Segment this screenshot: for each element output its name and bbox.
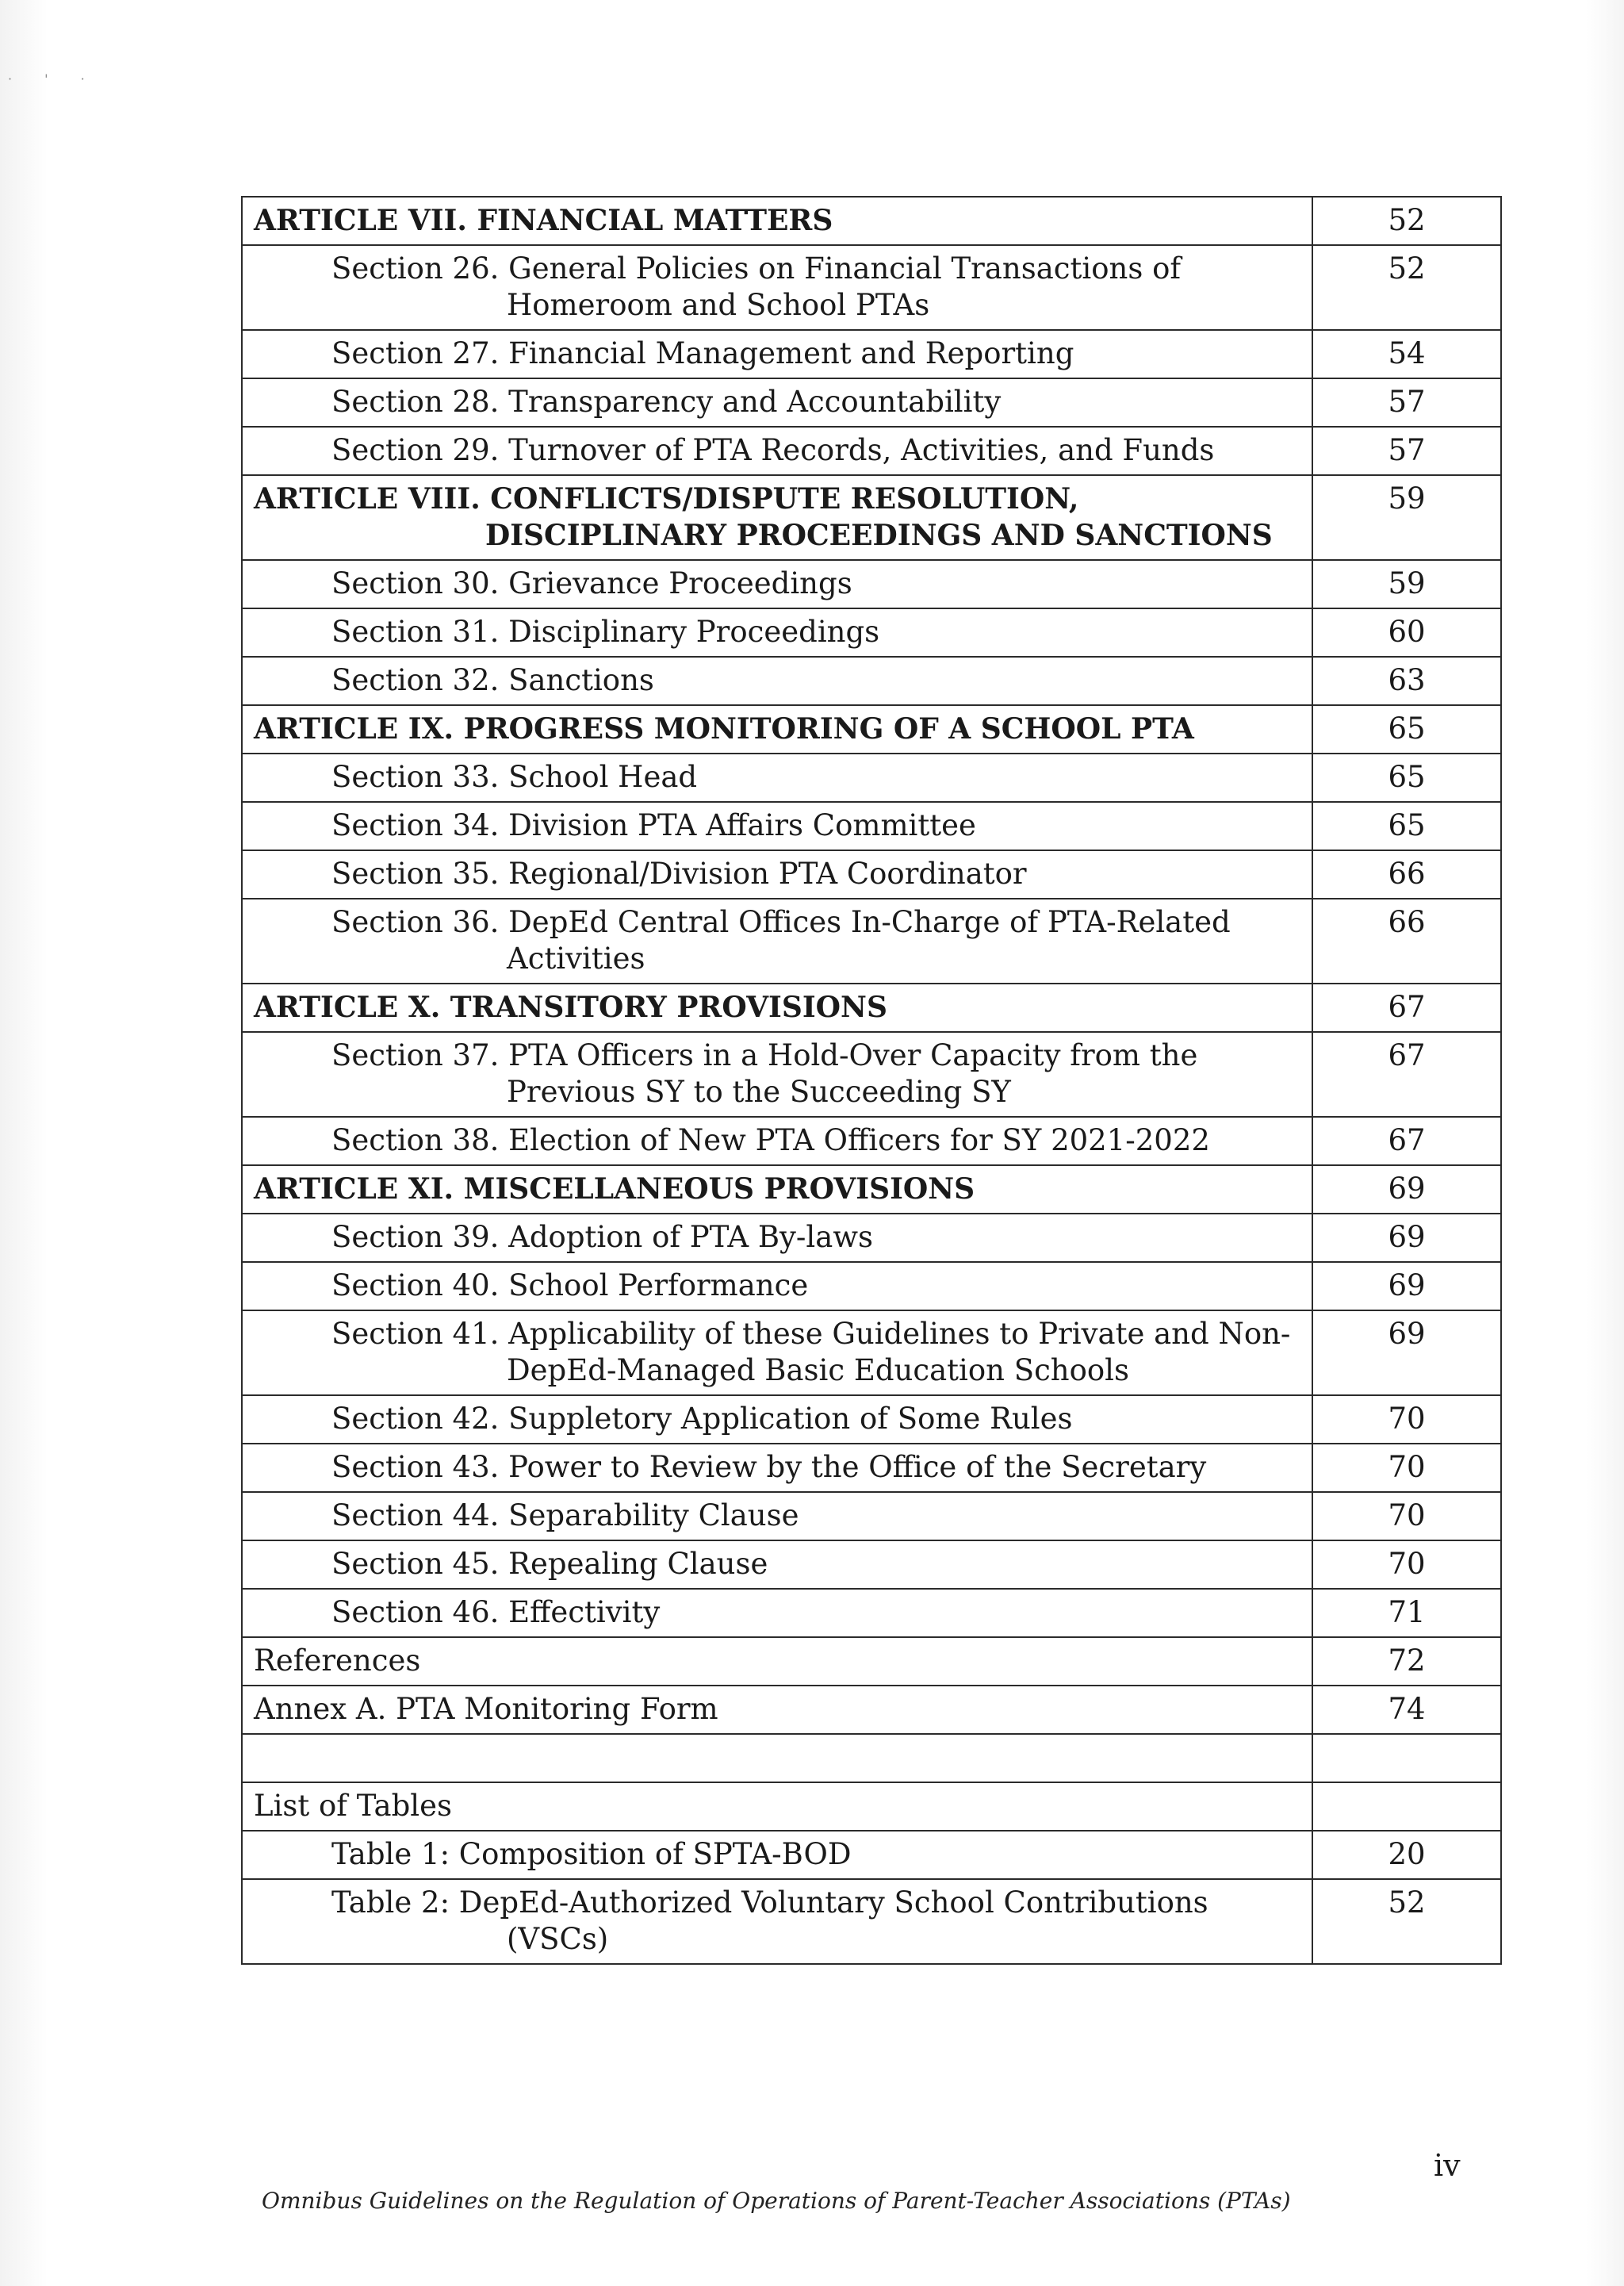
toc-row-article xyxy=(242,984,1501,1032)
toc-entry-title xyxy=(242,1262,1312,1310)
toc-entry-title xyxy=(242,378,1312,427)
toc-row-section xyxy=(242,245,1501,330)
toc-row-section xyxy=(242,850,1501,899)
toc-entry-text: Section 42. Suppletory Application of Some Rules xyxy=(331,1402,1073,1436)
toc-entry-text: Section 29. Turnover of PTA Records, Activities, and Funds xyxy=(331,433,1215,467)
toc-row-section xyxy=(242,560,1501,608)
toc-row-article xyxy=(242,705,1501,754)
toc-row-section xyxy=(242,1032,1501,1117)
toc-entry-title xyxy=(242,330,1312,378)
toc-entry-page: 54 xyxy=(1312,330,1501,378)
toc-entry-text: Section 41. Applicability of these Guidelines to Private and Non-DepEd-Managed Basic Education Schools xyxy=(331,1317,1291,1387)
toc-entry-page: 69 xyxy=(1312,1214,1501,1262)
toc-entry-text: Section 26. General Policies on Financial Transactions of Homeroom and School PTAs xyxy=(331,251,1182,322)
toc-entry-title xyxy=(242,1782,1312,1831)
toc-row-section xyxy=(242,1310,1501,1395)
toc-entry-title xyxy=(242,754,1312,802)
toc-row-section xyxy=(242,1492,1501,1540)
toc-entry-text: Table 2: DepEd-Authorized Voluntary School Contributions (VSCs) xyxy=(331,1885,1208,1956)
toc-entry-title xyxy=(242,1734,1312,1782)
toc-entry-text: List of Tables xyxy=(254,1789,453,1823)
toc-body xyxy=(242,197,1501,1964)
toc-entry-text: Section 40. School Performance xyxy=(331,1268,809,1302)
toc-entry-page: 57 xyxy=(1312,378,1501,427)
toc-row-section xyxy=(242,754,1501,802)
toc-entry-page: 70 xyxy=(1312,1444,1501,1492)
toc-row-section xyxy=(242,1117,1501,1165)
toc-row-section xyxy=(242,1395,1501,1444)
toc-entry-page: 69 xyxy=(1312,1262,1501,1310)
toc-entry-title xyxy=(242,899,1312,984)
toc-entry-title xyxy=(242,1444,1312,1492)
toc-entry-page: 67 xyxy=(1312,1117,1501,1165)
toc-row-spacer xyxy=(242,1734,1501,1782)
toc-entry-text: Annex A. PTA Monitoring Form xyxy=(254,1692,718,1726)
toc-entry-page: 65 xyxy=(1312,802,1501,850)
toc-entry-text: Section 38. Election of New PTA Officers for SY 2021-2022 xyxy=(331,1123,1210,1157)
toc-entry-title xyxy=(242,1589,1312,1637)
toc-entry-text: Table 1: Composition of SPTA-BOD xyxy=(331,1837,852,1871)
toc-entry-page: 52 xyxy=(1312,197,1501,245)
toc-entry-title xyxy=(242,802,1312,850)
toc-entry-title xyxy=(242,1540,1312,1589)
toc-entry-title xyxy=(242,608,1312,657)
toc-row-section xyxy=(242,1214,1501,1262)
toc-entry-page: 20 xyxy=(1312,1831,1501,1879)
toc-entry-title xyxy=(242,1214,1312,1262)
toc-entry-page xyxy=(1312,1782,1501,1831)
toc-entry-page: 69 xyxy=(1312,1310,1501,1395)
toc-row-article xyxy=(242,1165,1501,1214)
toc-entry-title xyxy=(242,1032,1312,1117)
toc-row-section xyxy=(242,1262,1501,1310)
toc-row-plain xyxy=(242,1637,1501,1686)
toc-entry-title xyxy=(242,657,1312,705)
toc-row-section xyxy=(242,427,1501,475)
toc-row-section xyxy=(242,1444,1501,1492)
toc-entry-page: 70 xyxy=(1312,1492,1501,1540)
toc-entry-page: 67 xyxy=(1312,1032,1501,1117)
toc-entry-title xyxy=(242,1686,1312,1734)
toc-entry-title xyxy=(242,705,1312,754)
toc-entry-page: 65 xyxy=(1312,705,1501,754)
page-number: iv xyxy=(1434,2148,1461,2183)
toc-entry-title xyxy=(242,850,1312,899)
toc-entry-title xyxy=(242,1879,1312,1964)
toc-entry-text: Section 32. Sanctions xyxy=(331,663,654,697)
toc-entry-title xyxy=(242,1165,1312,1214)
toc-entry-text: Section 45. Repealing Clause xyxy=(331,1547,768,1581)
toc-row-article xyxy=(242,197,1501,245)
toc-entry-page: 67 xyxy=(1312,984,1501,1032)
toc-entry-title xyxy=(242,560,1312,608)
toc-row-section xyxy=(242,378,1501,427)
toc-entry-title xyxy=(242,245,1312,330)
toc-entry-page: 69 xyxy=(1312,1165,1501,1214)
toc-entry-page: 65 xyxy=(1312,754,1501,802)
toc-entry-title xyxy=(242,1395,1312,1444)
toc-entry-page: 59 xyxy=(1312,475,1501,560)
toc-entry-text: References xyxy=(254,1644,421,1678)
toc-entry-title xyxy=(242,984,1312,1032)
toc-row-section xyxy=(242,657,1501,705)
table-of-contents xyxy=(241,196,1502,1965)
toc-entry-text: Section 30. Grievance Proceedings xyxy=(331,566,852,600)
toc-row-section xyxy=(242,1831,1501,1879)
toc-entry-text: Section 35. Regional/Division PTA Coordinator xyxy=(331,857,1027,891)
toc-entry-page: 71 xyxy=(1312,1589,1501,1637)
toc-entry-title xyxy=(242,1492,1312,1540)
toc-entry-text: ARTICLE X. TRANSITORY PROVISIONS xyxy=(254,991,887,1024)
toc-entry-page: 63 xyxy=(1312,657,1501,705)
toc-entry-text: Section 46. Effectivity xyxy=(331,1595,661,1629)
toc-row-section xyxy=(242,330,1501,378)
toc-entry-title xyxy=(242,1310,1312,1395)
toc-entry-text: Section 44. Separability Clause xyxy=(331,1498,799,1532)
toc-entry-text: Section 27. Financial Management and Reporting xyxy=(331,336,1074,370)
toc-entry-text: ARTICLE IX. PROGRESS MONITORING OF A SCHOOL PTA xyxy=(254,712,1194,746)
toc-entry-title xyxy=(242,475,1312,560)
toc-entry-page: 74 xyxy=(1312,1686,1501,1734)
toc-entry-text: Section 37. PTA Officers in a Hold-Over Capacity from the Previous SY to the Succeeding SY xyxy=(331,1038,1198,1109)
toc-row-section xyxy=(242,1879,1501,1964)
toc-row-article xyxy=(242,475,1501,560)
toc-entry-text: ARTICLE VII. FINANCIAL MATTERS xyxy=(254,204,833,237)
toc-entry-text: Section 33. School Head xyxy=(331,760,698,794)
toc-entry-text: ARTICLE VIII. CONFLICTS/DISPUTE RESOLUTION, DISCIPLINARY PROCEEDINGS AND SANCTIONS xyxy=(254,482,1273,552)
toc-entry-page: 66 xyxy=(1312,850,1501,899)
toc-row-section xyxy=(242,802,1501,850)
toc-row-plain xyxy=(242,1686,1501,1734)
toc-entry-text: ARTICLE XI. MISCELLANEOUS PROVISIONS xyxy=(254,1172,975,1206)
toc-entry-page: 66 xyxy=(1312,899,1501,984)
toc-entry-page: 59 xyxy=(1312,560,1501,608)
toc-entry-page: 52 xyxy=(1312,245,1501,330)
toc-entry-page: 52 xyxy=(1312,1879,1501,1964)
document-footer: Omnibus Guidelines on the Regulation of Operations of Parent-Teacher Associations (PTAs) xyxy=(262,2188,1291,2214)
toc-row-section xyxy=(242,1540,1501,1589)
toc-entry-title xyxy=(242,1831,1312,1879)
toc-row-plain xyxy=(242,1782,1501,1831)
toc-entry-title xyxy=(242,197,1312,245)
toc-entry-text: Section 39. Adoption of PTA By-laws xyxy=(331,1220,873,1254)
toc-entry-text: Section 28. Transparency and Accountability xyxy=(331,385,1002,419)
toc-entry-text: Section 34. Division PTA Affairs Committee xyxy=(331,808,976,842)
toc-entry-title xyxy=(242,1637,1312,1686)
toc-entry-page: 72 xyxy=(1312,1637,1501,1686)
toc-entry-page xyxy=(1312,1734,1501,1782)
toc-entry-page: 70 xyxy=(1312,1395,1501,1444)
scan-artifact: · ' · xyxy=(8,71,99,86)
toc-entry-title xyxy=(242,427,1312,475)
toc-entry-title xyxy=(242,1117,1312,1165)
toc-entry-page: 60 xyxy=(1312,608,1501,657)
toc-entry-page: 57 xyxy=(1312,427,1501,475)
toc-entry-page: 70 xyxy=(1312,1540,1501,1589)
toc-row-section xyxy=(242,899,1501,984)
toc-entry-text: Section 36. DepEd Central Offices In-Charge of PTA-Related Activities xyxy=(331,905,1231,976)
toc-entry-text: Section 43. Power to Review by the Office of the Secretary xyxy=(331,1450,1207,1484)
toc-entry-text: Section 31. Disciplinary Proceedings xyxy=(331,615,880,649)
toc-row-section xyxy=(242,608,1501,657)
toc-row-section xyxy=(242,1589,1501,1637)
